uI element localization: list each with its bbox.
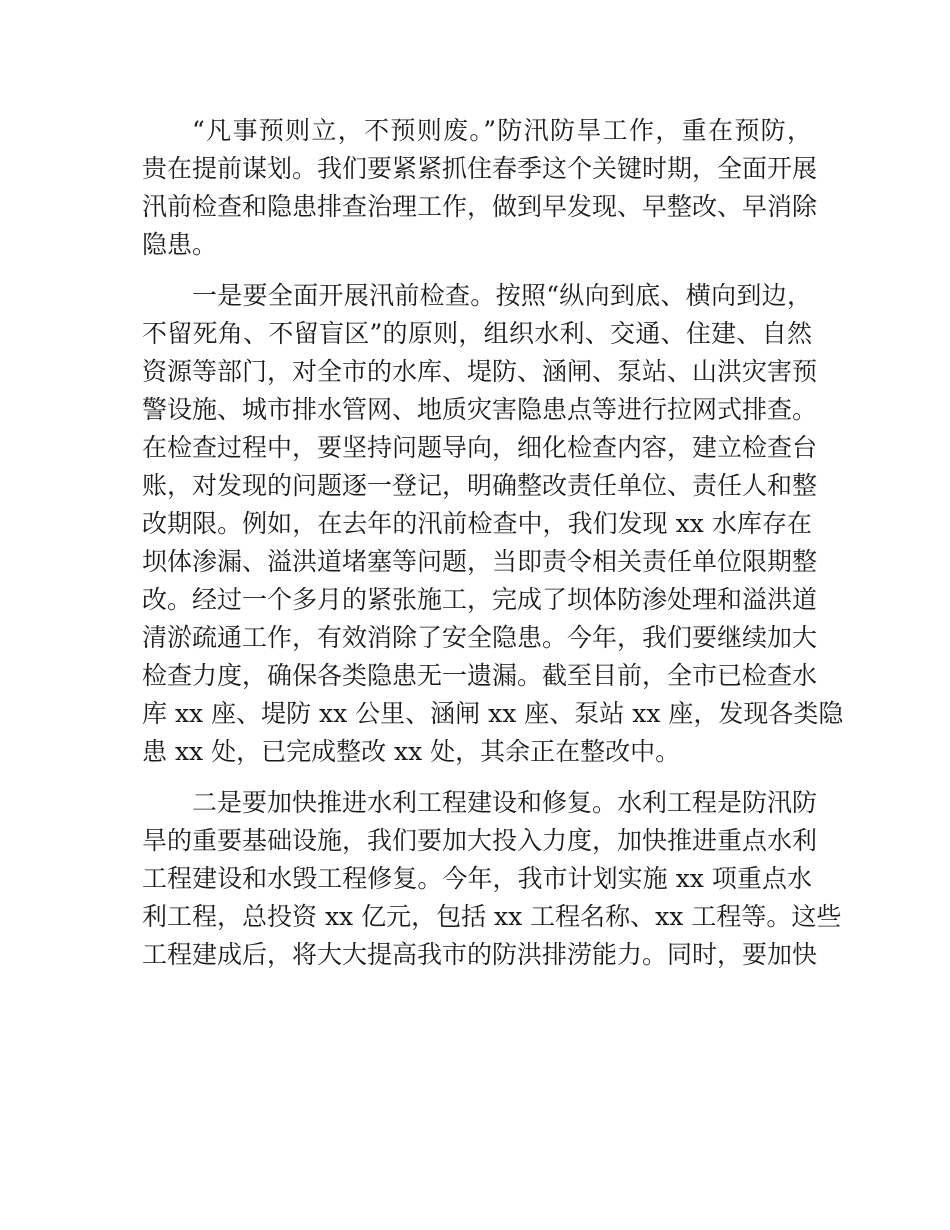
document-body [142, 112, 844, 974]
paragraph-line: 不留死角、不留盲区”的原则，组织水利、交通、住建、自然 [142, 319, 812, 348]
paragraph-line: 患 xx 处，已完成整改 xx 处，其余正在整改中。 [142, 737, 681, 766]
paragraph-line: 旱的重要基础设施，我们要加大投入力度，加快推进重点水利 [142, 826, 818, 855]
paragraph-line: 工程建设和水毁工程修复。今年，我市计划实施 xx 项重点水 [142, 864, 812, 893]
paragraph-line: 账，对发现的问题逐一登记，明确整改责任单位、责任人和整 [142, 471, 818, 500]
paragraph-line: 一是要全面开展汛前检查。按照“纵向到底、横向到边， [192, 281, 812, 310]
paragraph-line: 二是要加快推进水利工程建设和修复。水利工程是防汛防 [192, 788, 818, 817]
paragraph-line: 贵在提前谋划。我们要紧紧抓住春季这个关键时期，全面开展 [142, 154, 818, 183]
paragraph-line: 利工程，总投资 xx 亿元，包括 xx 工程名称、xx 工程等。这些 [142, 902, 842, 931]
paragraph-intro [142, 112, 818, 264]
paragraph-line: 资源等部门，对全市的水库、堤防、涵闸、泵站、山洪灾害预 [142, 357, 818, 386]
paragraph-line: 在检查过程中，要坚持问题导向，细化检查内容，建立检查台 [142, 433, 818, 462]
paragraph-line: 清淤疏通工作，有效消除了安全隐患。今年，我们要继续加大 [142, 623, 818, 652]
paragraph-line: 库 xx 座、堤防 xx 公里、涵闸 xx 座、泵站 xx 座，发现各类隐 [142, 699, 844, 728]
paragraph-line: 隐患。 [142, 230, 218, 259]
paragraph-construction [142, 784, 842, 974]
paragraph-line: “凡事预则立，不预则废。”防汛防旱工作，重在预防， [192, 116, 812, 145]
paragraph-inspection [142, 277, 844, 771]
paragraph-line: 警设施、城市排水管网、地质灾害隐患点等进行拉网式排查。 [142, 395, 818, 424]
paragraph-line: 工程建成后，将大大提高我市的防洪排涝能力。同时，要加快 [142, 940, 818, 969]
paragraph-line: 改。经过一个多月的紧张施工，完成了坝体防渗处理和溢洪道 [142, 585, 818, 614]
paragraph-line: 汛前检查和隐患排查治理工作，做到早发现、早整改、早消除 [142, 192, 818, 221]
paragraph-line: 改期限。例如，在去年的汛前检查中，我们发现 xx 水库存在 [142, 509, 812, 538]
paragraph-line: 坝体渗漏、溢洪道堵塞等问题，当即责令相关责任单位限期整 [142, 547, 818, 576]
paragraph-line: 检查力度，确保各类隐患无一遗漏。截至目前，全市已检查水 [142, 661, 818, 690]
